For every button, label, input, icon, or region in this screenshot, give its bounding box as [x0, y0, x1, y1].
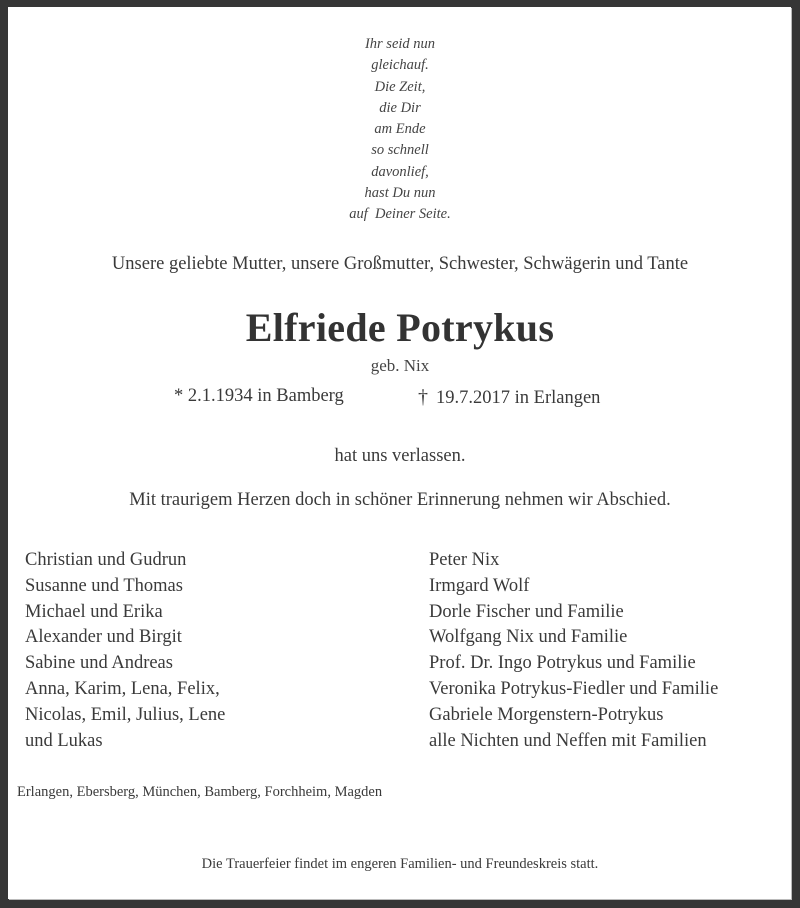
mourner: Sabine und Andreas — [25, 653, 173, 674]
poem-line: hast Du nun — [364, 185, 436, 202]
poem — [0, 34, 800, 226]
mourner: Michael und Erika — [25, 601, 163, 622]
mourner: Alexander und Birgit — [25, 627, 182, 648]
mourner: und Lukas — [25, 730, 103, 751]
left-message: hat uns verlassen. — [334, 446, 466, 466]
mourner: Prof. Dr. Ingo Potrykus und Familie — [429, 653, 696, 674]
death-date-line — [418, 386, 600, 409]
mourner: Nicolas, Emil, Julius, Lene — [25, 704, 226, 725]
mourners-left — [25, 548, 225, 754]
mourner: Wolfgang Nix und Familie — [429, 627, 628, 648]
poem-line: Die Zeit, — [374, 78, 426, 95]
places-list: Erlangen, Ebersberg, München, Bamberg, Forchheim, Magden — [17, 784, 383, 800]
cross-icon: † — [418, 386, 428, 408]
mourner: Dorle Fischer und Familie — [429, 601, 624, 622]
poem-line: auf Deiner Seite. — [349, 206, 451, 223]
mourner: Veronika Potrykus-Fiedler und Familie — [429, 678, 719, 699]
service-note: Die Trauerfeier findet im engeren Familien- und Freundeskreis statt. — [201, 856, 599, 872]
death-date: 19.7.2017 in Erlangen — [436, 388, 601, 408]
poem-line: gleichauf. — [371, 57, 429, 74]
mourner: Susanne und Thomas — [25, 575, 183, 596]
mourner: Anna, Karim, Lena, Felix, — [25, 678, 220, 699]
deceased-name: Elfriede Potrykus — [245, 305, 555, 350]
maiden-name: geb. Nix — [370, 356, 430, 375]
birth-date: * 2.1.1934 in Bamberg — [174, 386, 344, 406]
mourner: Gabriele Morgenstern-Potrykus — [429, 704, 664, 725]
mourner: alle Nichten und Neffen mit Familien — [429, 730, 707, 751]
farewell-text: Mit traurigem Herzen doch in schöner Erinnerung nehmen wir Abschied. — [129, 490, 671, 510]
poem-line: Ihr seid nun — [364, 36, 436, 52]
intro-text: Unsere geliebte Mutter, unsere Großmutter, Schwester, Schwägerin und Tante — [111, 254, 689, 274]
poem-line: davonlief, — [371, 163, 429, 180]
mourner: Peter Nix — [429, 550, 500, 570]
mourners-right — [429, 548, 718, 754]
poem-line: so schnell — [371, 142, 429, 159]
poem-line: am Ende — [374, 121, 426, 138]
mourner: Christian und Gudrun — [25, 550, 187, 570]
mourner: Irmgard Wolf — [429, 575, 530, 596]
poem-line: die Dir — [379, 99, 421, 116]
